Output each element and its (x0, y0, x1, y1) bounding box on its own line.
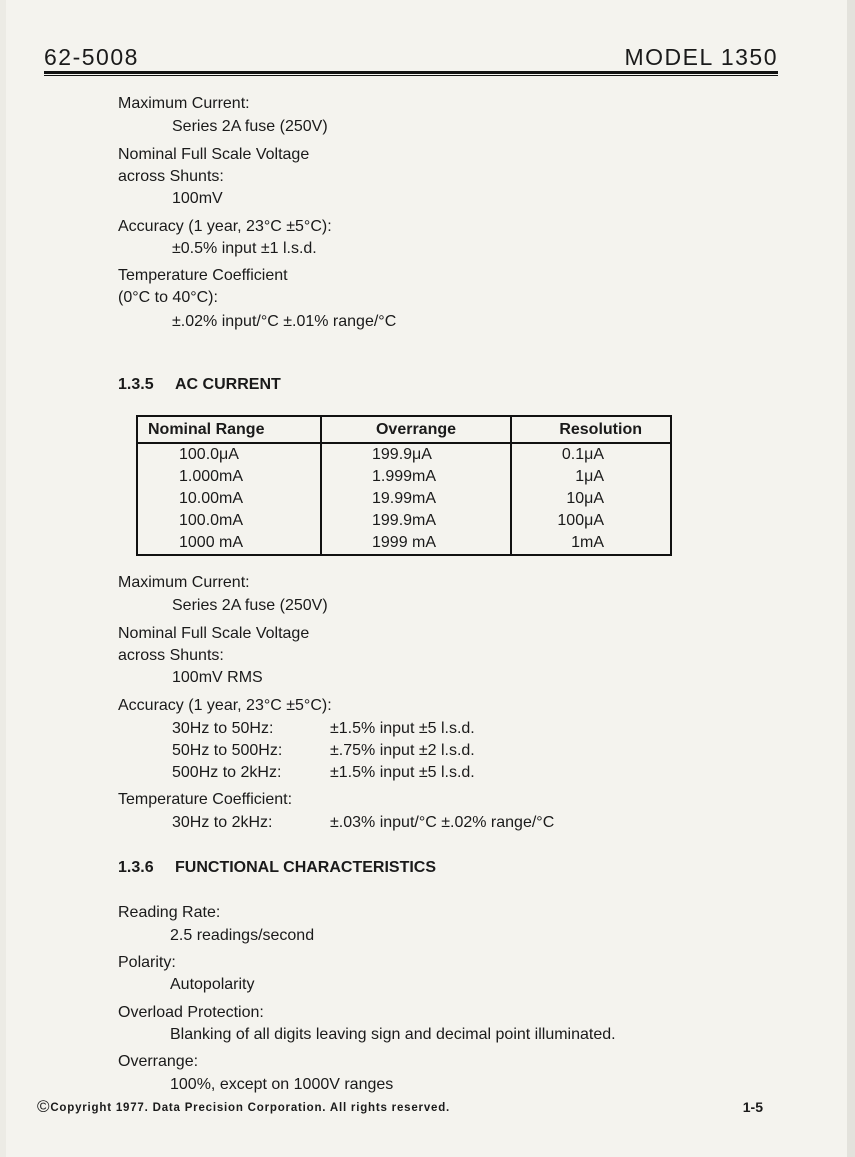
table-row (137, 510, 671, 532)
accuracy-label: Accuracy (1 year, 23°C ±5°C): (118, 697, 332, 714)
table-row (137, 443, 671, 466)
column-header: Overrange (321, 416, 511, 443)
nominal-label: Nominal Full Scale Voltage (118, 625, 310, 642)
tempco-range: 30Hz to 2kHz: (172, 814, 273, 831)
table-cell: 100.0μA (137, 443, 321, 466)
reading-rate-label: Reading Rate: (118, 904, 221, 921)
nominal-label-2: across Shunts: (118, 168, 224, 185)
table-cell: 0.1μA (511, 443, 671, 466)
section-heading-functional (118, 859, 436, 877)
model-title: MODEL 1350 (624, 44, 778, 70)
table-cell: 100μA (511, 510, 671, 532)
table-header-row (137, 416, 671, 443)
table-cell: 1μA (511, 466, 671, 488)
table-row (137, 466, 671, 488)
table-cell: 10.00mA (137, 488, 321, 510)
nominal-value: 100mV (172, 190, 223, 207)
page-edge-right (847, 0, 855, 1157)
table-cell: 199.9mA (321, 510, 511, 532)
table-row (137, 488, 671, 510)
copyright-symbol: © (37, 1097, 51, 1116)
accuracy-range: 500Hz to 2kHz: (172, 764, 282, 781)
accuracy-label: Accuracy (1 year, 23°C ±5°C): (118, 218, 332, 235)
max-current-value: Series 2A fuse (250V) (172, 118, 328, 135)
tempco-label: Temperature Coefficient: (118, 791, 293, 808)
table-cell: 199.9μA (321, 443, 511, 466)
max-current-value: Series 2A fuse (250V) (172, 597, 328, 614)
overload-value: Blanking of all digits leaving sign and decimal point illuminated. (170, 1026, 616, 1043)
nominal-label: Nominal Full Scale Voltage (118, 146, 310, 163)
overrange-value: 100%, except on 1000V ranges (170, 1076, 394, 1093)
column-header: Nominal Range (137, 416, 321, 443)
tempco-value: ±.02% input/°C ±.01% range/°C (172, 313, 397, 330)
section-number: 1.3.5 (118, 376, 154, 393)
accuracy-value: ±1.5% input ±5 l.s.d. (330, 764, 475, 781)
table-cell: 1000 mA (137, 532, 321, 555)
table-row (137, 532, 671, 555)
max-current-label: Maximum Current: (118, 95, 250, 112)
accuracy-value: ±.75% input ±2 l.s.d. (330, 742, 475, 759)
copyright-text: Copyright 1977. Data Precision Corporation. All rights reserved. (50, 1102, 451, 1114)
polarity-value: Autopolarity (170, 976, 255, 993)
reading-rate-value: 2.5 readings/second (170, 927, 315, 944)
ac-current-range-table (136, 415, 672, 556)
doc-number: 62-5008 (44, 44, 139, 70)
section-heading-ac-current (118, 376, 281, 394)
header-rule (44, 71, 778, 74)
overload-label: Overload Protection: (118, 1004, 264, 1021)
table-cell: 1mA (511, 532, 671, 555)
nominal-label-2: across Shunts: (118, 647, 224, 664)
copyright-notice (37, 1097, 450, 1117)
accuracy-value: ±1.5% input ±5 l.s.d. (330, 720, 475, 737)
section-title: FUNCTIONAL CHARACTERISTICS (175, 859, 437, 876)
overrange-label: Overrange: (118, 1053, 199, 1070)
table-cell: 19.99mA (321, 488, 511, 510)
tempco-value: ±.03% input/°C ±.02% range/°C (330, 814, 555, 831)
max-current-label: Maximum Current: (118, 574, 250, 591)
page-number: 1-5 (742, 1099, 763, 1115)
section-title: AC CURRENT (175, 376, 281, 393)
tempco-label-2: (0°C to 40°C): (118, 289, 218, 306)
accuracy-range: 50Hz to 500Hz: (172, 742, 283, 759)
section-number: 1.3.6 (118, 859, 154, 876)
table-cell: 1.000mA (137, 466, 321, 488)
tempco-label: Temperature Coefficient (118, 267, 288, 284)
header-rule-thin (44, 75, 778, 76)
accuracy-range: 30Hz to 50Hz: (172, 720, 274, 737)
page-edge-left (0, 0, 6, 1157)
table-cell: 10μA (511, 488, 671, 510)
accuracy-value: ±0.5% input ±1 l.s.d. (172, 240, 317, 257)
table-cell: 100.0mA (137, 510, 321, 532)
polarity-label: Polarity: (118, 954, 176, 971)
nominal-value: 100mV RMS (172, 669, 263, 686)
table-cell: 1999 mA (321, 532, 511, 555)
table-cell: 1.999mA (321, 466, 511, 488)
column-header: Resolution (511, 416, 671, 443)
